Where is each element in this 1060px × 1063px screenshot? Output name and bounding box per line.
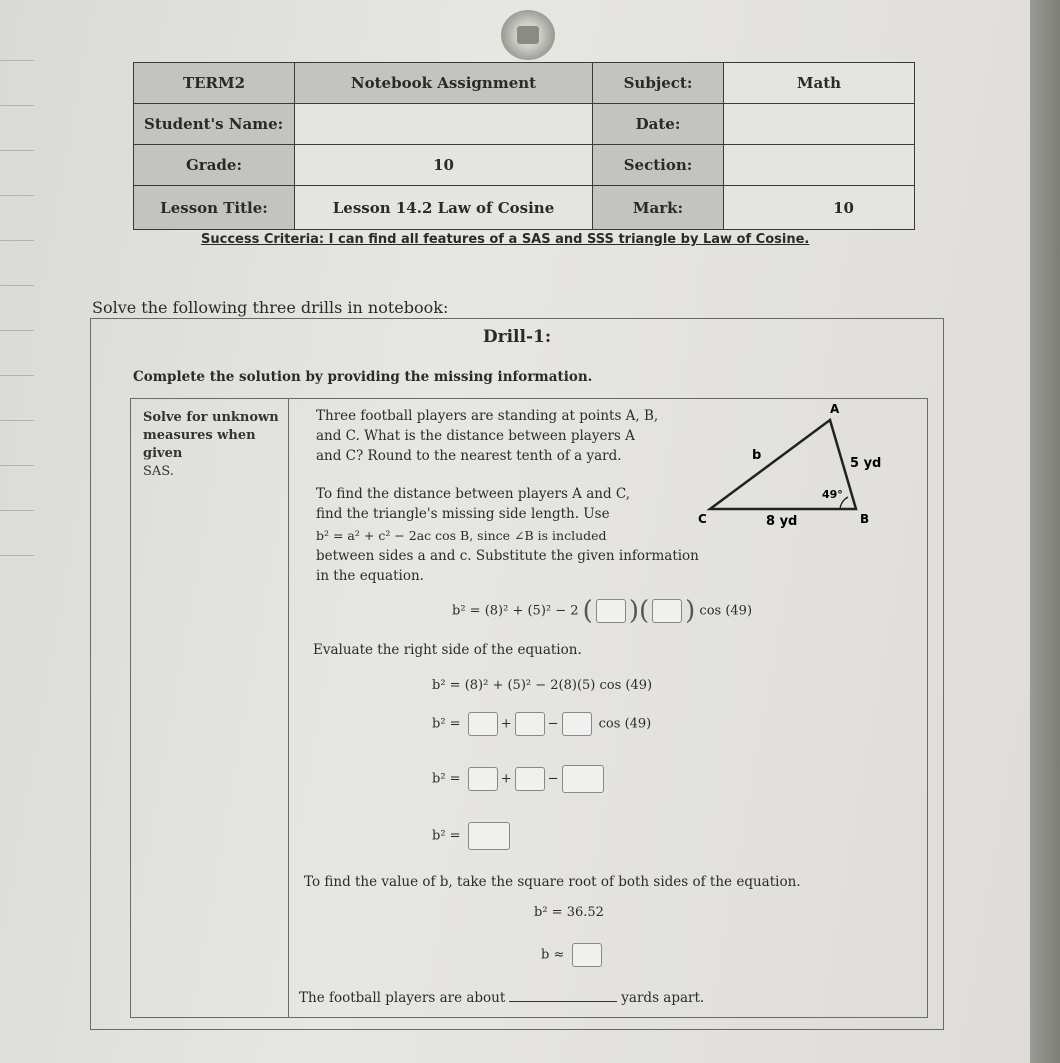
student-name-label: Student's Name:: [134, 104, 295, 145]
vertex-b-label: B: [860, 512, 870, 526]
equation-2: b² = (8)² + (5)² − 2(8)(5) cos (49): [432, 678, 653, 693]
angle-b-label: 49°: [822, 488, 843, 501]
subject-value: Math: [724, 63, 915, 104]
minus-sign: −: [547, 716, 559, 732]
final-prefix: The football players are about: [299, 990, 506, 1006]
evaluate-text: Evaluate the right side of the equation.: [313, 642, 582, 658]
vertex-c-label: C: [698, 512, 707, 526]
equation-7: [541, 943, 605, 967]
side-b-label: b: [752, 448, 762, 463]
side-bc-label: 8 yd: [766, 514, 798, 529]
minus-sign: −: [547, 771, 559, 787]
final-answer: [299, 988, 704, 1008]
grade-label: Grade:: [134, 145, 295, 186]
lesson-title-value: Lesson 14.2 Law of Cosine: [295, 186, 593, 230]
page-edge: [1030, 0, 1060, 1063]
answer-box-term3[interactable]: [562, 765, 604, 793]
answer-box-a[interactable]: [596, 599, 626, 623]
section-field[interactable]: [724, 145, 915, 186]
problem-text: Three football players are standing at points A, B, and C. What is the distance between players A and C? Round to the nearest tenth of a yard.: [316, 408, 659, 464]
answer-box-term2[interactable]: [515, 767, 545, 791]
drill-title: Drill-1:: [482, 327, 552, 347]
formula: b² = a² + c² − 2ac cos B, since ∠B is included: [316, 528, 607, 543]
answer-box-term1[interactable]: [468, 767, 498, 791]
eq7-prefix: b ≈: [541, 947, 565, 963]
triangle-diagram: [690, 395, 890, 530]
para1b: between sides a and c. Substitute the given information in the equation.: [316, 548, 699, 584]
left-cell: [130, 398, 289, 1018]
final-suffix: yards apart.: [621, 990, 705, 1006]
answer-blank-distance[interactable]: [509, 1001, 617, 1002]
assignment-cell: Notebook Assignment: [295, 63, 593, 104]
sas-plain: SAS.: [143, 464, 174, 479]
equation-3: [432, 712, 651, 736]
grade-value: 10: [295, 145, 593, 186]
sas-description: [143, 409, 293, 481]
answer-box-b[interactable]: [572, 943, 602, 967]
success-criteria: Success Criteria: I can find all features of a SAS and SSS triangle by Law of Cosine.: [201, 232, 810, 247]
section-label: Section:: [593, 145, 724, 186]
student-name-field[interactable]: [295, 104, 593, 145]
answer-box-product[interactable]: [562, 712, 592, 736]
term-cell: TERM2: [134, 63, 295, 104]
eq3-prefix: b² =: [432, 716, 461, 732]
equation-1: b² = (8)² + (5)² − 2 ( )( ) cos (49): [452, 596, 753, 626]
sas-bold: Solve for unknown measures when given: [143, 410, 279, 461]
mark-value: 10: [724, 186, 915, 230]
background-lines: [0, 60, 34, 620]
header-table: [133, 62, 915, 230]
answer-box-8-squared[interactable]: [468, 712, 498, 736]
eq1-prefix: b² = (8)² + (5)² − 2: [452, 603, 579, 619]
para1: To find the distance between players A and C, find the triangle's missing side length. Use: [316, 486, 631, 522]
date-label: Date:: [593, 104, 724, 145]
equation-6: b² = 36.52: [534, 905, 604, 920]
eq1-suffix: cos (49): [699, 603, 753, 619]
eq3-suffix: cos (49): [598, 716, 652, 732]
school-logo: [501, 10, 555, 60]
subject-label: Subject:: [593, 63, 724, 104]
answer-box-c[interactable]: [652, 599, 682, 623]
equation-4: [432, 765, 607, 793]
vertex-a-label: A: [830, 402, 840, 416]
eq5-prefix: b² =: [432, 828, 461, 844]
eq4-prefix: b² =: [432, 771, 461, 787]
date-field[interactable]: [724, 104, 915, 145]
answer-box-5-squared[interactable]: [515, 712, 545, 736]
plus-sign: +: [500, 716, 512, 732]
lesson-title-label: Lesson Title:: [134, 186, 295, 230]
mark-label: Mark:: [593, 186, 724, 230]
instruction: Solve the following three drills in notebook:: [92, 298, 449, 317]
sqrt-instruction: To find the value of b, take the square root of both sides of the equation.: [304, 874, 801, 890]
answer-box-b-squared[interactable]: [468, 822, 510, 850]
complete-instruction: Complete the solution by providing the missing information.: [133, 369, 593, 385]
side-ab-label: 5 yd: [850, 456, 882, 471]
plus-sign: +: [500, 771, 512, 787]
equation-5: [432, 822, 513, 850]
